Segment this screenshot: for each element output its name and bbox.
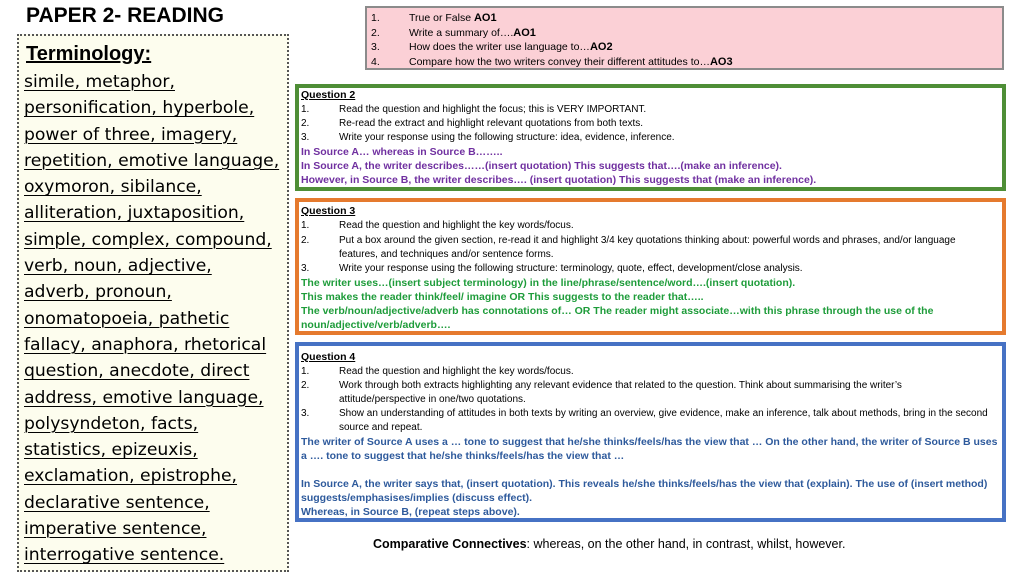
step-text: Read the question and highlight the key words/focus. xyxy=(339,366,574,377)
terminology-line: interrogative sentence. xyxy=(24,545,225,566)
step-number: 1. xyxy=(301,366,310,377)
step-number: 1. xyxy=(301,104,310,115)
terminology-line: exclamation, epistrophe, xyxy=(24,466,238,487)
template-line: In Source A, the writer describes……(insert quotation) This suggests that….(make an inference). xyxy=(301,160,782,172)
question-4-template-repeat: Whereas, in Source B, (repeat steps above). xyxy=(301,506,520,518)
template-line: This makes the reader think/feel/ imagine OR This suggests to the reader that….. xyxy=(301,291,704,303)
question-2-title: Question 2 xyxy=(301,89,356,101)
step-text: Work through both extracts highlighting any relevant evidence that related to the question. Think about summarising the writer’s attitude/perspective in one/two quotations. xyxy=(339,380,902,405)
question-3-box xyxy=(295,198,1006,335)
terminology-list xyxy=(24,69,304,569)
terminology-line: repetition, emotive language, xyxy=(24,150,280,171)
terminology-line: simile, metaphor, xyxy=(24,72,175,92)
ao-number: 4. xyxy=(371,55,380,68)
step-number: 2. xyxy=(301,235,310,246)
question-4-box xyxy=(295,342,1006,522)
terminology-line: oxymoron, sibilance, xyxy=(24,177,202,198)
template-line: The writer uses…(insert subject terminology) in the line/phrase/sentence/word….(insert quotation). xyxy=(301,277,796,289)
ao-number: 3. xyxy=(371,41,380,53)
step-text: Put a box around the given section, re-read it and highlight 3/4 key quotations thinking about: powerful words and phrases, and/or language features, and techniques and/or sentence forms. xyxy=(339,235,956,260)
comparative-connectives xyxy=(373,537,845,551)
terminology-line: power of three, imagery, xyxy=(24,124,238,145)
question-4-template-overview: The writer of Source A uses a … tone to suggest that he/she thinks/feels/has the view that … On the other hand, the writer of Source B uses a …. tone to suggest that he/she thinks/feels/has the view that … xyxy=(301,436,998,462)
question-2-template xyxy=(301,145,1001,187)
terminology-line: alliteration, juxtaposition, xyxy=(24,203,245,224)
terminology-line: question, anecdote, direct xyxy=(24,361,250,382)
ao-text: True or False xyxy=(409,12,474,24)
terminology-line: verb, noun, adjective, xyxy=(24,256,212,277)
template-line: However, in Source B, the writer describes…. (insert quotation) This suggests that (make an inference). xyxy=(301,174,817,186)
question-4-title: Question 4 xyxy=(301,351,356,363)
terminology-heading: Terminology: xyxy=(26,43,152,65)
template-line: In Source A… whereas in Source B…….. xyxy=(301,146,503,158)
connectives-text: : whereas, on the other hand, in contrast, whilst, however. xyxy=(526,537,846,551)
question-3-title: Question 3 xyxy=(301,205,356,217)
question-4-template-detail: In Source A, the writer says that, (insert quotation). This reveals he/she thinks/feels/has the view that (explain). The use of (insert method) suggests/emphasises/implies (discuss effect). xyxy=(301,478,988,504)
ao-code: AO2 xyxy=(589,41,613,53)
terminology-line: declarative sentence, xyxy=(24,492,210,513)
page-title: PAPER 2- READING xyxy=(26,4,224,27)
step-text: Show an understanding of attitudes in both texts by writing an overview, give evidence, make an inference, talk about methods, bring in the second source and repeat. xyxy=(339,408,988,433)
terminology-line: onomatopoeia, pathetic xyxy=(24,308,230,329)
step-number: 2. xyxy=(301,380,310,391)
ao-number: 1. xyxy=(371,12,380,24)
question-2-box xyxy=(295,84,1006,191)
step-text: Read the question and highlight the key words/focus. xyxy=(339,220,574,231)
step-number: 1. xyxy=(301,220,310,231)
step-text: Write your response using the following structure: terminology, quote, effect, development/close analysis. xyxy=(339,263,803,274)
step-text: Re-read the extract and highlight relevant quotations from both texts. xyxy=(339,118,644,129)
terminology-line: personification, hyperbole, xyxy=(24,98,255,119)
ao-code: AO1 xyxy=(473,12,497,24)
ao-text: Write a summary of…. xyxy=(409,26,514,39)
terminology-line: adverb, pronoun, xyxy=(24,282,172,303)
terminology-line: fallacy, anaphora, rhetorical xyxy=(24,334,267,355)
terminology-line: imperative sentence, xyxy=(24,519,207,540)
template-line: The verb/noun/adjective/adverb has connotations of… OR The reader might associate…with this phrase through the use of the noun/adjective/verb/adverb…. xyxy=(301,305,934,331)
terminology-box xyxy=(17,34,289,572)
step-text: Read the question and highlight the focus; this is VERY IMPORTANT. xyxy=(339,104,647,115)
ao-text: Compare how the two writers convey their different attitudes to… xyxy=(409,55,710,68)
step-number: 3. xyxy=(301,408,310,419)
step-number: 3. xyxy=(301,132,310,143)
connectives-label: Comparative Connectives xyxy=(373,537,527,551)
ao-code: AO1 xyxy=(513,26,536,39)
ao-code: AO3 xyxy=(709,55,733,68)
step-number: 2. xyxy=(301,118,310,129)
step-number: 3. xyxy=(301,263,310,274)
assessment-objectives-box xyxy=(365,6,1004,70)
terminology-line: address, emotive language, xyxy=(24,387,264,408)
terminology-line: simple, complex, compound, xyxy=(24,229,272,250)
terminology-line: statistics, epizeuxis, xyxy=(24,440,198,461)
ao-text: How does the writer use language to… xyxy=(409,41,590,53)
step-text: Write your response using the following structure: idea, evidence, inference. xyxy=(339,132,675,143)
question-3-template xyxy=(301,276,996,332)
ao-number: 2. xyxy=(371,26,380,39)
terminology-line: polysyndeton, facts, xyxy=(24,413,199,434)
